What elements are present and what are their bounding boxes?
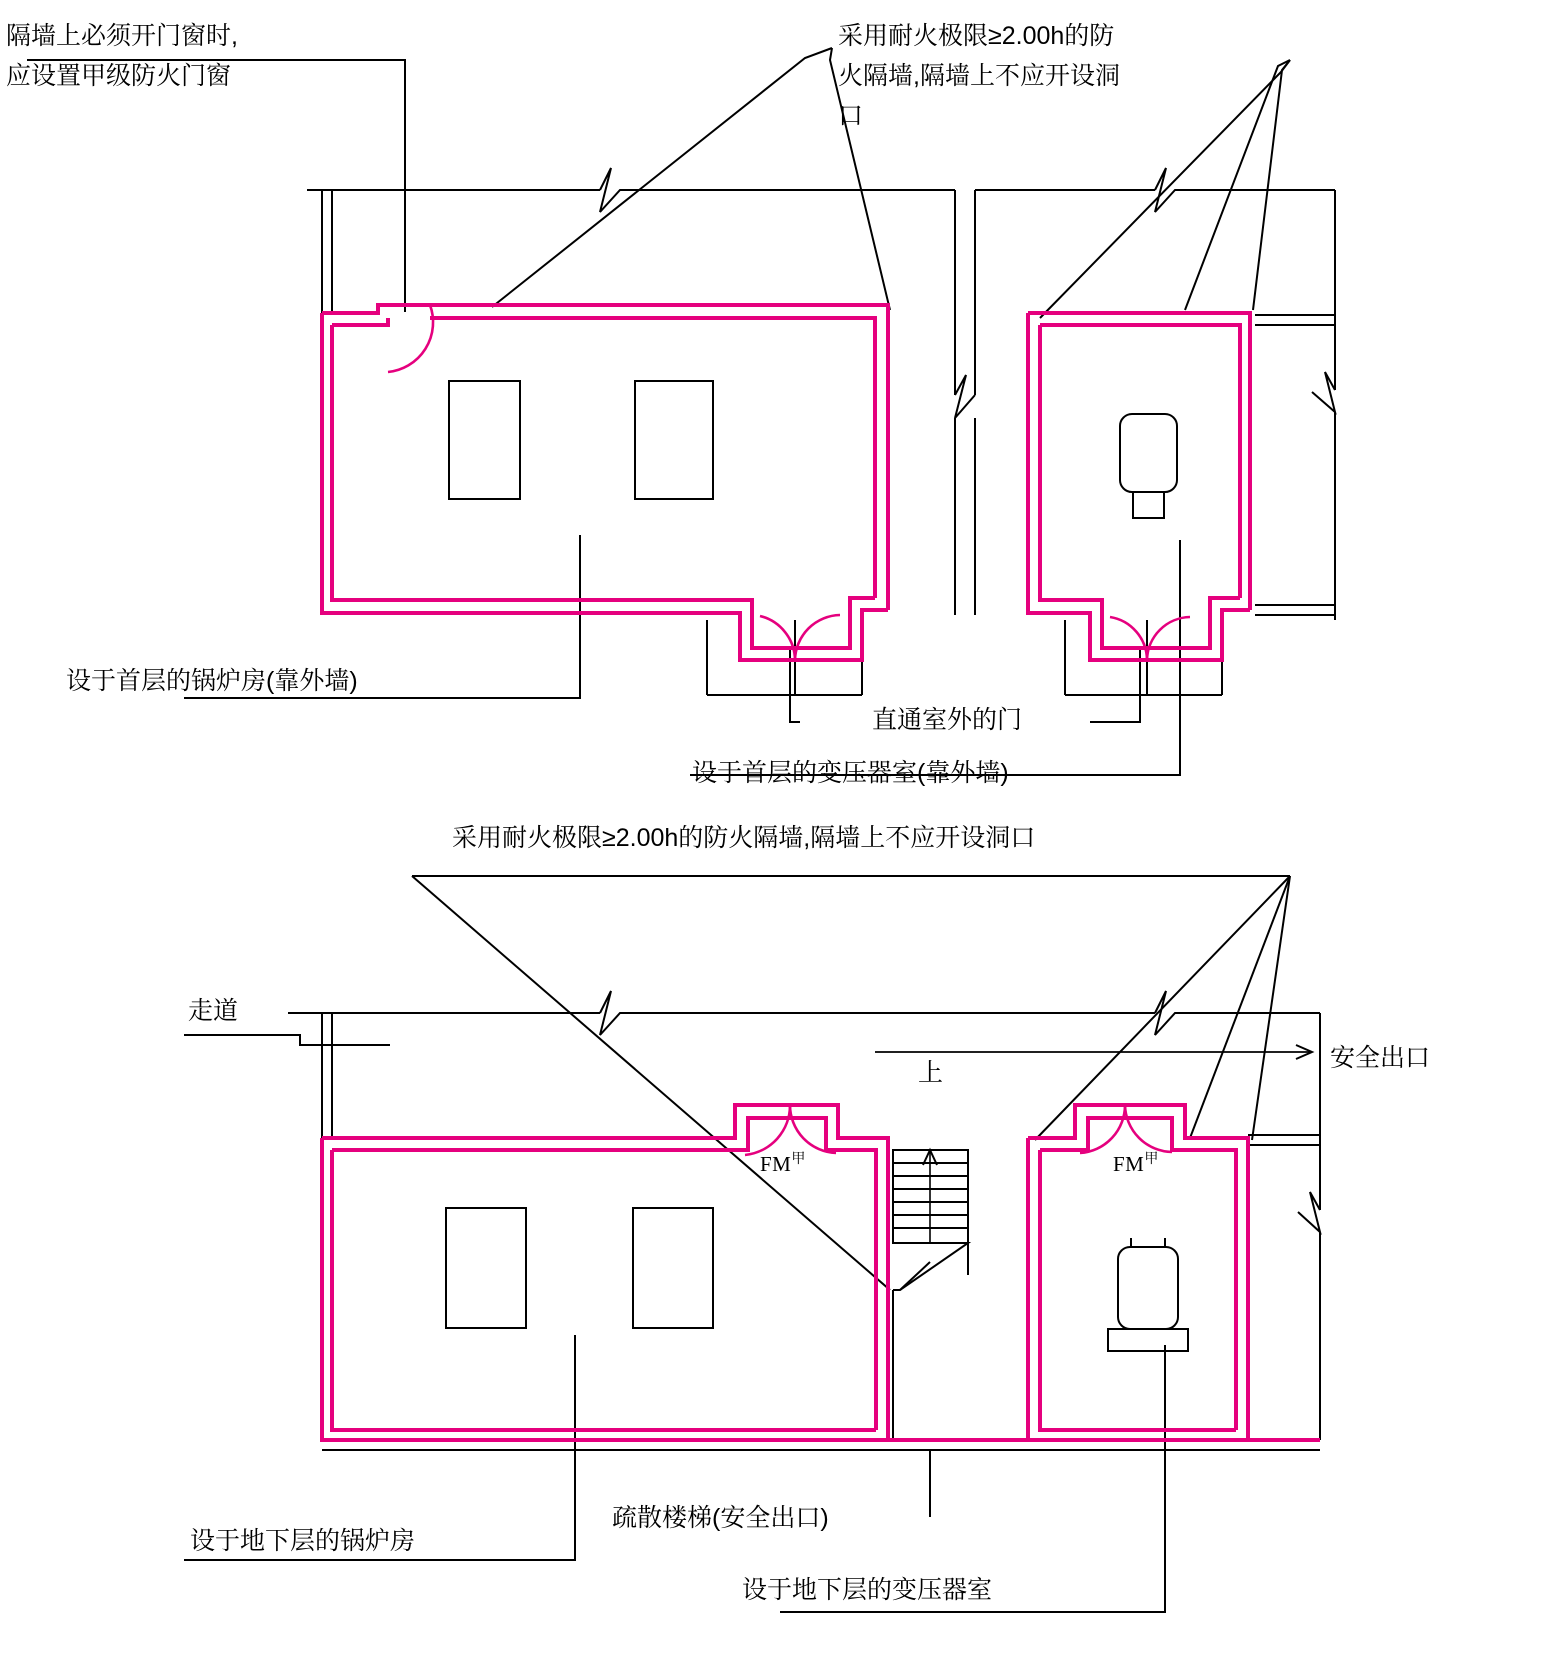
transformer-body-top: [1120, 414, 1177, 492]
boiler-unit-2: [635, 381, 713, 499]
note-fire-wall-2h-line1: 采用耐火极限≥2.00h的防: [838, 22, 1115, 50]
transformer-base-top: [1133, 492, 1164, 518]
fire-rated-walls-top: [322, 305, 1250, 660]
transformer-body-bottom: [1118, 1247, 1178, 1329]
label-direct-exterior-door: 直通室外的门: [872, 706, 1023, 734]
label-boiler-room-first-floor: 设于首层的锅炉房(靠外墙): [66, 667, 358, 695]
note-opening-requires-class-a-door-line1: 隔墙上必须开门窗时,: [6, 22, 238, 50]
label-safety-exit: 安全出口: [1330, 1044, 1431, 1072]
b-break-right-vert: [1298, 1192, 1320, 1232]
break-symbol-right: [1312, 372, 1335, 412]
transformer-base-bottom: [1108, 1329, 1188, 1351]
leader-lower-title-2: [1252, 876, 1290, 1140]
b-boiler-unit-1: [446, 1208, 526, 1328]
fire-rated-walls-bottom: [322, 1105, 1320, 1440]
stair-break-line: [893, 1243, 968, 1290]
b-break-left: [600, 991, 700, 1035]
label-lower-plan-title: 采用耐火极限≥2.00h的防火隔墙,隔墙上不应开设洞口: [452, 824, 1036, 852]
leader-top-right-1: [492, 48, 832, 307]
label-corridor: 走道: [188, 997, 239, 1025]
label-transformer-room-first-floor: 设于首层的变压器室(靠外墙): [692, 759, 1009, 787]
note-fire-wall-2h-line2: 火隔墙,隔墙上不应开设洞: [838, 62, 1120, 90]
b-boiler-unit-2: [633, 1208, 713, 1328]
note-opening-requires-class-a-door-line2: 应设置甲级防火门窗: [6, 62, 232, 90]
label-evacuation-stair: 疏散楼梯(安全出口): [612, 1504, 829, 1532]
stair-cut-line: [900, 1262, 930, 1290]
leader-transformer-first-floor: [690, 540, 1180, 775]
leader-top-right-4: [1253, 60, 1290, 310]
label-transformer-room-basement: 设于地下层的变压器室: [742, 1576, 993, 1604]
label-fire-door-left: $FM^甲$: [760, 1152, 806, 1176]
leader-door-outside-b: [1090, 646, 1140, 722]
break-symbol-mid: [955, 375, 975, 418]
break-symbol-top-left: [600, 168, 700, 212]
leader-top-left-note: [27, 60, 405, 312]
leader-lower-title-1: [1190, 876, 1290, 1138]
note-fire-wall-2h-line3: 口: [838, 102, 864, 130]
label-fire-door-right: $FM^甲$: [1113, 1152, 1159, 1176]
leader-corridor: [184, 1035, 390, 1045]
leader-lower-title-3: [1035, 876, 1290, 1140]
label-boiler-room-basement: 设于地下层的锅炉房: [190, 1527, 416, 1555]
leader-lower-title-left: [412, 876, 890, 1290]
b-break-right: [1155, 991, 1250, 1035]
boiler-unit-1: [449, 381, 520, 499]
leader-top-right-3: [1185, 60, 1290, 310]
transformer-top-bottom: [1131, 1238, 1165, 1247]
label-stair-up: 上: [918, 1059, 944, 1087]
